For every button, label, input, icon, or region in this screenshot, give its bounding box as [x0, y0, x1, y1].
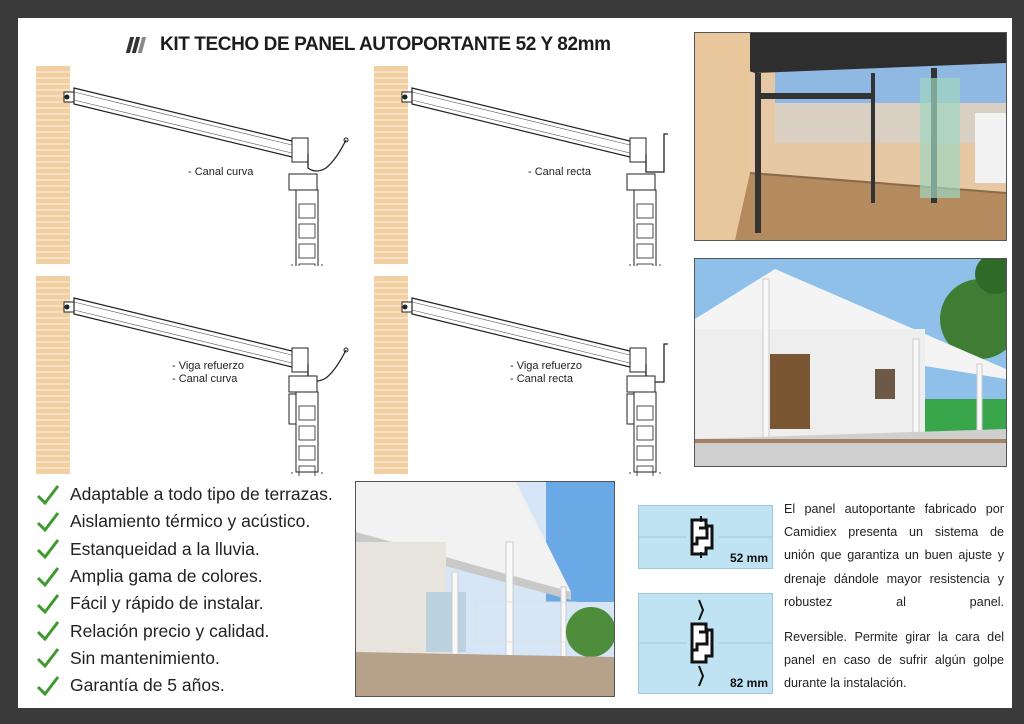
list-item: [36, 508, 366, 535]
feature-label: Fácil y rápido de instalar.: [70, 593, 264, 614]
checkmark-icon: [36, 484, 60, 506]
list-item: [36, 672, 366, 699]
panel-end-cap: [630, 138, 646, 162]
list-item: [36, 590, 366, 617]
panel-end-cap: [292, 138, 308, 162]
feature-label: Garantía de 5 años.: [70, 675, 225, 696]
drawing-caption-4: - Viga refuerzo - Canal recta: [510, 360, 582, 385]
description-paragraph-1: El panel autoportante fabricado por Camidiex presenta un sistema de unión que garantiza un buen ajuste y drenaje dándole mayor resistencia y robustez al panel.: [784, 502, 1004, 609]
feature-label: Sin mantenimiento.: [70, 647, 220, 668]
beam-bracket: [289, 376, 317, 392]
drawing-caption-2: - Canal recta: [528, 166, 591, 178]
anchor-bolt: [65, 305, 70, 310]
drawing-caption-1: - Canal curva: [188, 166, 254, 178]
roof-panel: [412, 88, 634, 158]
beam-bracket: [627, 376, 655, 392]
photo-white-pergola-house: [694, 258, 1007, 467]
panel-edge: [74, 310, 296, 364]
feature-label: Estanqueidad a la lluvia.: [70, 538, 260, 559]
checkmark-icon: [36, 566, 60, 588]
joint-diagram-82: [638, 593, 773, 694]
roof-panel: [412, 298, 634, 368]
drawing-caption-3: - Viga refuerzo - Canal curva: [172, 360, 244, 385]
page-title: KIT TECHO DE PANEL AUTOPORTANTE 52 Y 82mm: [160, 34, 611, 55]
panel-edge: [74, 100, 296, 154]
checkmark-icon: [36, 593, 60, 615]
feature-list: [36, 481, 366, 699]
photo-glass-enclosure: [694, 32, 1007, 241]
joint-diagram-52: [638, 505, 773, 569]
feature-label: Adaptable a todo tipo de terrazas.: [70, 484, 333, 505]
list-item: [36, 617, 366, 644]
panel-end-cap: [630, 348, 646, 372]
catalog-sheet: [18, 18, 1012, 708]
panel-edge: [412, 310, 634, 364]
anchor-bolt: [403, 305, 408, 310]
roof-panel: [74, 298, 296, 368]
panel-edge: [74, 92, 296, 146]
feature-label: Amplia gama de colores.: [70, 566, 263, 587]
roof-panel: [74, 88, 296, 158]
joint-size-label: 52 mm: [729, 551, 768, 565]
anchor-bolt: [65, 95, 70, 100]
beam-bracket: [289, 174, 317, 190]
anchor-bolt: [403, 95, 408, 100]
panel-edge: [412, 100, 634, 154]
title-block: [126, 32, 611, 58]
description-paragraph-2: Reversible. Permite girar la cara del panel en caso de sufrir algún golpe durante la instalación.: [784, 630, 1004, 691]
straight-gutter: [646, 134, 668, 172]
photo-pergola-terrace-view: [355, 481, 615, 697]
checkmark-icon: [36, 675, 60, 697]
list-item: [36, 563, 366, 590]
checkmark-icon: [36, 538, 60, 560]
feature-label: Aislamiento térmico y acústico.: [70, 511, 311, 532]
checkmark-icon: [36, 620, 60, 642]
title-stripes-icon: [126, 37, 148, 53]
list-item: [36, 536, 366, 563]
feature-label: Relación precio y calidad.: [70, 620, 270, 641]
panel-edge: [412, 302, 634, 356]
checkmark-icon: [36, 647, 60, 669]
panel-edge: [74, 302, 296, 356]
panel-edge: [412, 92, 634, 146]
beam-bracket: [627, 174, 655, 190]
checkmark-icon: [36, 511, 60, 533]
list-item: [36, 481, 366, 508]
joint-size-label: 82 mm: [729, 676, 768, 690]
panel-end-cap: [292, 348, 308, 372]
list-item: [36, 645, 366, 672]
curved-gutter: [308, 140, 346, 171]
